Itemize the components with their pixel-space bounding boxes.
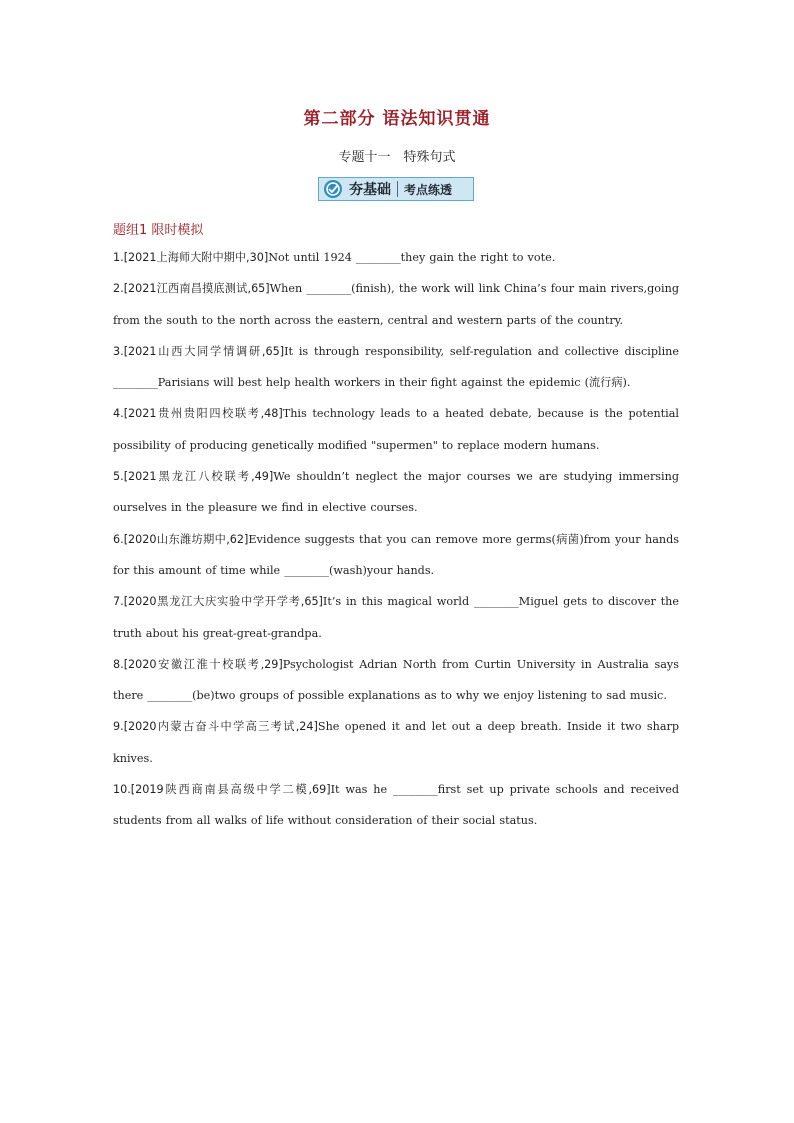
question-text: Psychologist Adrian North from Curtin University in Australia says there ________(be)two groups of possible explanations as to why we enjoy listening to sad music. xyxy=(113,657,679,703)
target-check-icon xyxy=(321,178,345,200)
question-number: 5. xyxy=(113,470,124,484)
badge-divider xyxy=(397,181,398,197)
question-item xyxy=(113,273,679,336)
question-text: Not until 1924 ________they gain the right to vote. xyxy=(268,251,556,264)
question-number: 8. xyxy=(113,657,124,671)
question-source: [2021贵州贵阳四校联考,48] xyxy=(123,407,283,421)
question-item xyxy=(113,649,679,712)
question-item xyxy=(113,586,679,649)
question-item xyxy=(113,461,679,524)
question-source: [2021江西南昌摸底测试,65] xyxy=(123,282,270,296)
question-text: It was he ________first set up private schools and received students from all walks of life without consideration of their social status. xyxy=(113,783,679,828)
question-text: It is through responsibility, self-regulation and collective discipline ________Parisians will best help health workers in their fight against the epidemic (流行病). xyxy=(113,344,679,390)
question-source: [2020内蒙古奋斗中学高三考试,24] xyxy=(123,720,318,734)
question-text: It’s in this magical world ________Miguel gets to discover the truth about his great-great-grandpa. xyxy=(113,595,679,640)
question-number: 2. xyxy=(113,282,124,296)
question-number: 9. xyxy=(113,720,124,734)
question-text: Evidence suggests that you can remove more germs(病菌)from your hands for this amount of time while ________(wash)your hands. xyxy=(113,532,679,577)
question-source: [2020安徽江淮十校联考,29] xyxy=(123,657,283,671)
question-text: This technology leads to a heated debate, because is the potential possibility of producing genetically modified "supermen" to replace modern humans. xyxy=(113,407,679,452)
group-title: 题组1 限时模拟 xyxy=(113,223,204,238)
question-item xyxy=(113,711,679,774)
question-item xyxy=(113,242,679,273)
question-text: We shouldn’t neglect the major courses we are studying immersing ourselves in the pleasure we find in elective courses. xyxy=(113,470,679,515)
question-number: 6. xyxy=(113,532,124,546)
question-number: 1. xyxy=(113,251,124,264)
section-badge xyxy=(318,177,474,201)
question-text: She opened it and let out a deep breath. Inside it two sharp knives. xyxy=(113,720,679,765)
question-item xyxy=(113,336,679,399)
question-source: [2020山东潍坊期中,62] xyxy=(123,532,249,546)
question-source: [2021上海师大附中期中,30] xyxy=(123,251,269,264)
question-source: [2020黑龙江大庆实验中学开学考,65] xyxy=(123,595,323,609)
question-number: 7. xyxy=(113,595,124,609)
topic-title: 专题十一 特殊句式 xyxy=(338,150,456,165)
question-number: 4. xyxy=(113,407,124,421)
badge-sub-label: 考点练透 xyxy=(404,182,453,197)
badge-main-label: 夯基础 xyxy=(349,182,391,198)
question-source: [2021山西大同学情调研,65] xyxy=(123,344,285,358)
question-source: [2019陕西商南县高级中学二模,69] xyxy=(130,783,331,797)
question-item xyxy=(113,774,679,837)
part-title: 第二部分 语法知识贯通 xyxy=(303,109,491,129)
question-number: 10. xyxy=(113,783,131,797)
question-list xyxy=(113,242,679,837)
question-number: 3. xyxy=(113,344,124,358)
question-source: [2021黑龙江八校联考,49] xyxy=(123,470,274,484)
question-item xyxy=(113,398,679,461)
question-item xyxy=(113,524,679,587)
question-text: When ________(finish), the work will link China’s four main rivers,going from the south to the north across the eastern, central and western parts of the country. xyxy=(113,282,679,327)
